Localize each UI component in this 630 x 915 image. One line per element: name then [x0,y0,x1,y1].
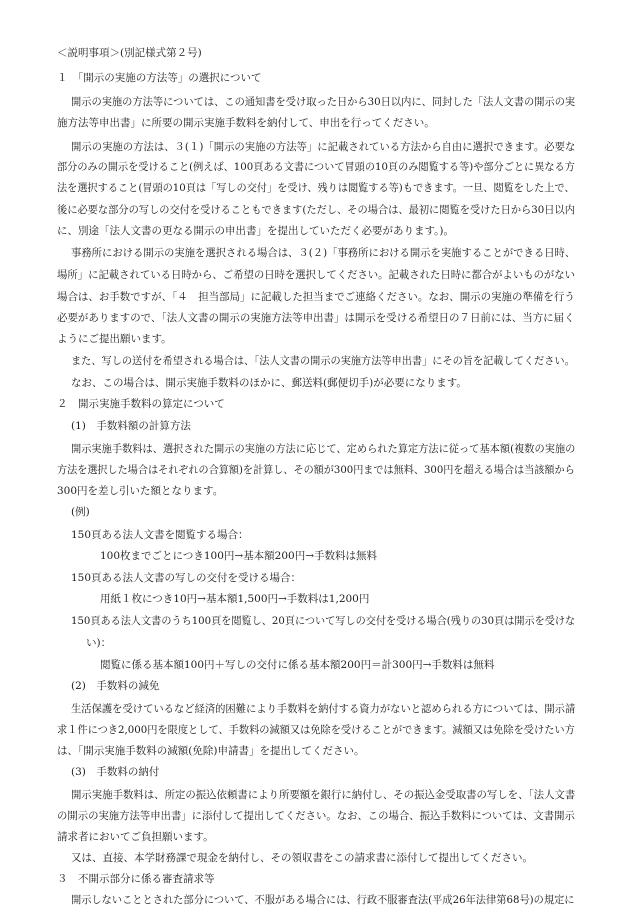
section-1-heading: １ 「開示の実施の方法等」の選択について [57,72,262,85]
body-line: 施方法等申出書」に所要の開示実施手数料を納付して、申出を行ってください。 [57,116,435,129]
body-line: 求１件につき2,000円を限度として、手数料の減額又は免除を受けることができます。減額又は免除を受けたい方 [57,723,575,736]
body-line: 請求者においてご負担願います。 [57,831,214,844]
subsection-heading: (1) 手数料額の計算方法 [71,420,191,433]
body-line: 開示実施手数料は、選択された開示の実施の方法に応じて、定められた算定方法に従って基本額(複数の実施の [71,442,576,455]
example-3-title: 150頁ある法人文書のうち100頁を閲覧し、20頁について写しの交付を受ける場合(残りの30頁は開示を受けな [71,614,576,627]
example-2-calc: 用紙１枚につき10円→基本額1,500円→手数料は1,200円 [100,593,370,606]
body-line: ようにご提出願います。 [57,333,172,346]
body-line: 300円を差し引いた額となります。 [57,485,224,497]
subsection-heading: (2) 手数料の減免 [71,680,160,693]
body-line: 部分のみの開示を受けること(例えば、100頁ある文書について冒頭の10頁のみ閲覧する等)や部分ごとに異なる方 [57,161,575,174]
body-line: 開示の実施の方法等については、この通知書を受け取った日から30日以内に、同封した「法人文書の開示の実 [71,96,576,109]
body-line: 場所」に記載されている日時から、ご希望の日時を選択してください。記載された日時に都合がよいものがない [57,269,576,282]
body-line: 開示の実施の方法は、３(１)「開示の実施の方法等」に記載されている方法から自由に選択できます。必要な [71,140,576,153]
body-line: 場合は、お手数ですが、「４ 担当部局」に記載した担当までご連絡ください。なお、開示の実施の準備を行う [57,290,575,303]
example-3-calc: 閲覧に係る基本額100円＋写しの交付に係る基本額200円＝計300円→手数料は無料 [100,659,495,671]
body-line: 又は、直接、本学財務課で現金を納付し、その領収書をこの請求書に添付して提出してください。 [71,852,533,865]
body-line: に、別途「法人文書の更なる開示の申出書」を提出していただく必要があります。)。 [57,224,455,237]
body-line: 事務所における開示の実施を選択される場合は、３(２)「事務所における開示を実施することができる日時、 [71,247,576,260]
section-3-heading: ３ 不開示部分に係る審査請求等 [57,872,215,885]
subsection-heading: (3) 手数料の納付 [71,766,160,779]
body-line: 開示しないこととされた部分について、不服がある場合には、行政不服審査法(平成26年法律第68号)の規定に [71,894,575,906]
body-line: 後に必要な部分の写しの交付を受けることもできます(ただし、その場合は、最初に閲覧を受けた日から30日以内 [57,203,575,216]
body-line: 生活保護を受けているなど経済的困難により手数料を納付する資力がないと認められる方については、開示請 [71,702,576,715]
body-line: 方法を選択した場合はそれぞれの合算額)を計算し、その額が300円までは無料、300円を超える場合は当該額から [57,463,575,476]
example-1-calc: 100枚までごとにつき100円→基本額200円→手数料は無料 [100,549,378,562]
example-2-title: 150頁ある法人文書の写しの交付を受ける場合： [71,572,302,584]
example-3-title: い)： [86,636,112,649]
body-line: また、写しの送付を希望される場合は、「法人文書の開示の実施方法等申出書」にその旨を記載してください。 [71,355,575,368]
body-line: の開示の実施方法等申出書」に添付して提出してください。なお、この場合、振込手数料については、文書開示 [57,809,575,822]
body-line: は、「開示実施手数料の減額(免除)申請書」を提出してください。 [57,745,365,758]
body-line: 必要がありますので、「法人文書の開示の実施方法等申出書」は開示を受ける希望日の７日前には、当方に届く [57,311,575,324]
body-line: 開示実施手数料は、所定の振込依頼書により所要額を銀行に納付し、その振込金受取書の写しを、「法人文書 [71,788,576,801]
example-label: (例) [71,506,90,519]
section-2-heading: ２ 開示実施手数料の算定について [57,398,225,410]
body-line: 法を選択すること(冒頭の10頁は「写しの交付」を受け、残りは閲覧する等)もできます。一旦、閲覧をした上で、 [57,182,575,195]
example-1-title: 150頁ある法人文書を閲覧する場合： [71,528,249,541]
body-line: なお、この場合は、開示実施手数料のほかに、郵送料(郵便切手)が必要になります。 [71,376,467,389]
document-header: ＜説明事項＞(別記様式第２号) [57,47,202,59]
